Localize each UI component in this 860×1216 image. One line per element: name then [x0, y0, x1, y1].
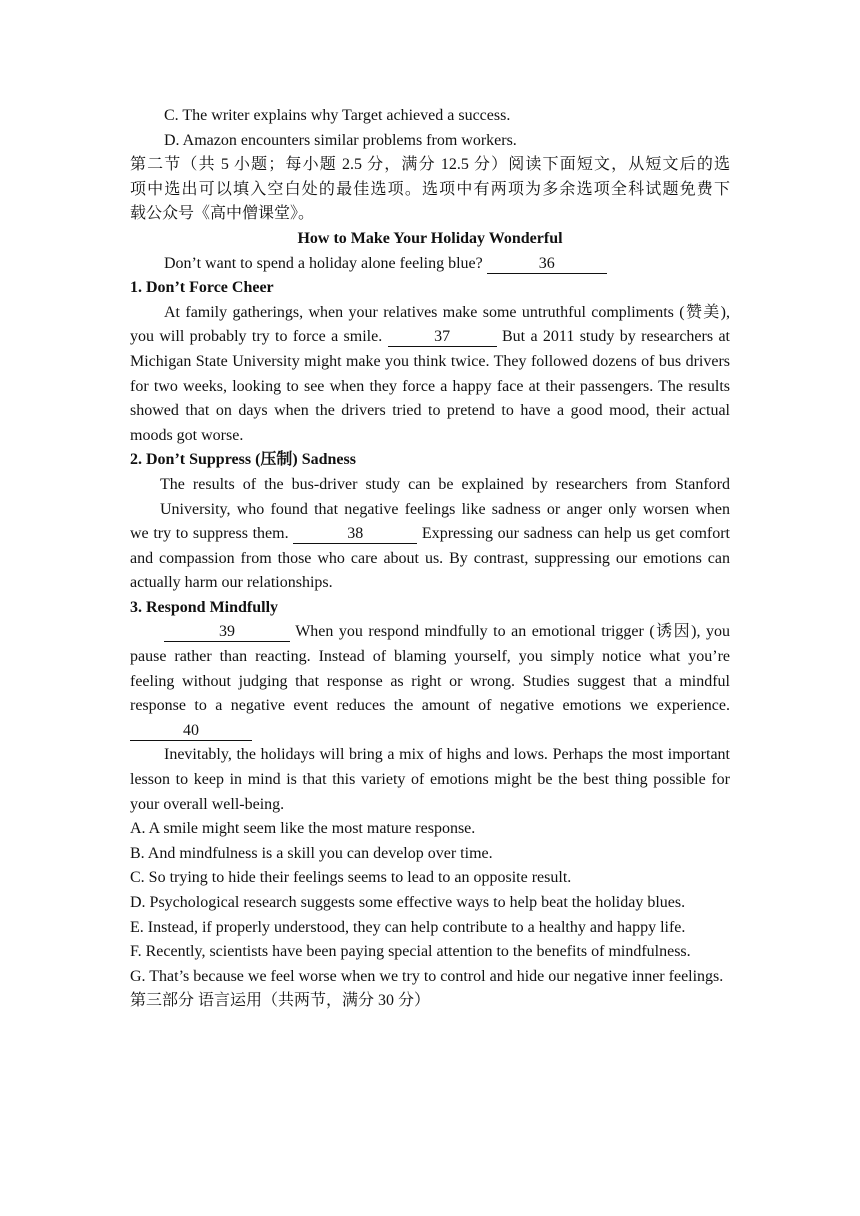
option-f: F. Recently, scientists have been paying special attention to the benefits of mindfulness.	[130, 943, 691, 961]
paragraph-suppress-line1: The results of the bus-driver study can be explained by researchers from Stanford	[160, 475, 730, 493]
passage-title: How to Make Your Holiday Wonderful	[297, 229, 563, 247]
option-d: D. Psychological research suggests some effective ways to help beat the holiday blues.	[130, 894, 686, 911]
option-c: C. So trying to hide their feelings seems to lead to an opposite result.	[130, 869, 572, 887]
paragraph-force-cheer-text-b: But a 2011 study by researchers at Michigan State University might make you think twice. They followed dozens of bus drivers for two weeks, looking to see when they force a happy face at their passengers. The results showed that on days when the drivers tried to pretend to have a good mood, their actual moods got worse.	[130, 328, 730, 444]
option-b: B. And mindfulness is a skill you can develop over time.	[130, 844, 493, 862]
paragraph-suppress-rest	[130, 522, 730, 596]
paragraph-suppress-line2: University, who found that negative feelings like sadness or anger only worsen when	[160, 500, 730, 518]
intro-text: Don’t want to spend a holiday alone feeling blue?	[164, 254, 487, 272]
option-g: G. That’s because we feel worse when we try to control and hide our negative inner feelings.	[130, 967, 724, 985]
paragraph-respond-mindfully	[130, 620, 730, 743]
section-instruction-line2: 项中选出可以填入空白处的最佳选项。选项中有两项为多余选项全科试题免费下	[130, 180, 730, 198]
paragraph-suppress-text-a: we try to suppress them.	[130, 525, 294, 543]
passage-intro	[130, 252, 730, 277]
document-content	[130, 104, 730, 1014]
paragraph-force-cheer	[130, 301, 730, 449]
option-e: E. Instead, if properly understood, they can help contribute to a healthy and happy life.	[130, 918, 686, 936]
blank-36: 36	[487, 255, 607, 274]
next-section-heading: 第三部分 语言运用（共两节，满分 30 分）	[130, 992, 431, 1010]
section-instruction-line1: 第二节（共 5 小题；每小题 2.5 分，满分 12.5 分）阅读下面短文，从短文后的选	[130, 156, 730, 174]
option-a: A. A smile might seem like the most mature response.	[130, 820, 476, 838]
heading-suppress-sadness: 2. Don’t Suppress (压制) Sadness	[130, 451, 356, 469]
paragraph-conclusion: Inevitably, the holidays will bring a mix of highs and lows. Perhaps the most important lesson to keep in mind is that this variety of emotions might be the best thing possible for your overall well-being.	[130, 746, 730, 813]
blank-39: 39	[164, 623, 290, 642]
heading-respond-mindfully: 3. Respond Mindfully	[130, 598, 279, 616]
blank-40: 40	[130, 722, 252, 741]
paragraph-suppress-text-b: Expressing our sadness can help us get comfort and compassion from those who care about us. By contrast, suppressing our emotions can actually harm our relationships.	[130, 525, 730, 592]
section-instruction-line3: 载公众号《高中僧课堂》。	[130, 205, 315, 223]
paragraph-respond-text: When you respond mindfully to an emotional trigger (诱因), you pause rather than reacting. Instead of blaming yourself, you simply notice what you’re feeling without judging that response as right or wrong. Studies suggest that a mindful response to a negative event reduces the amount of negative emotions we experience.	[130, 623, 730, 715]
heading-force-cheer: 1. Don’t Force Cheer	[130, 279, 274, 297]
blank-38: 38	[293, 525, 417, 544]
paragraph-force-cheer-text-a: At family gatherings, when your relatives make some untruthful compliments (赞美), you will probably try to force a smile.	[130, 303, 730, 346]
prev-option-d: D. Amazon encounters similar problems from workers.	[164, 131, 517, 149]
prev-option-c: C. The writer explains why Target achieved a success.	[164, 107, 511, 124]
blank-37: 37	[388, 328, 497, 347]
